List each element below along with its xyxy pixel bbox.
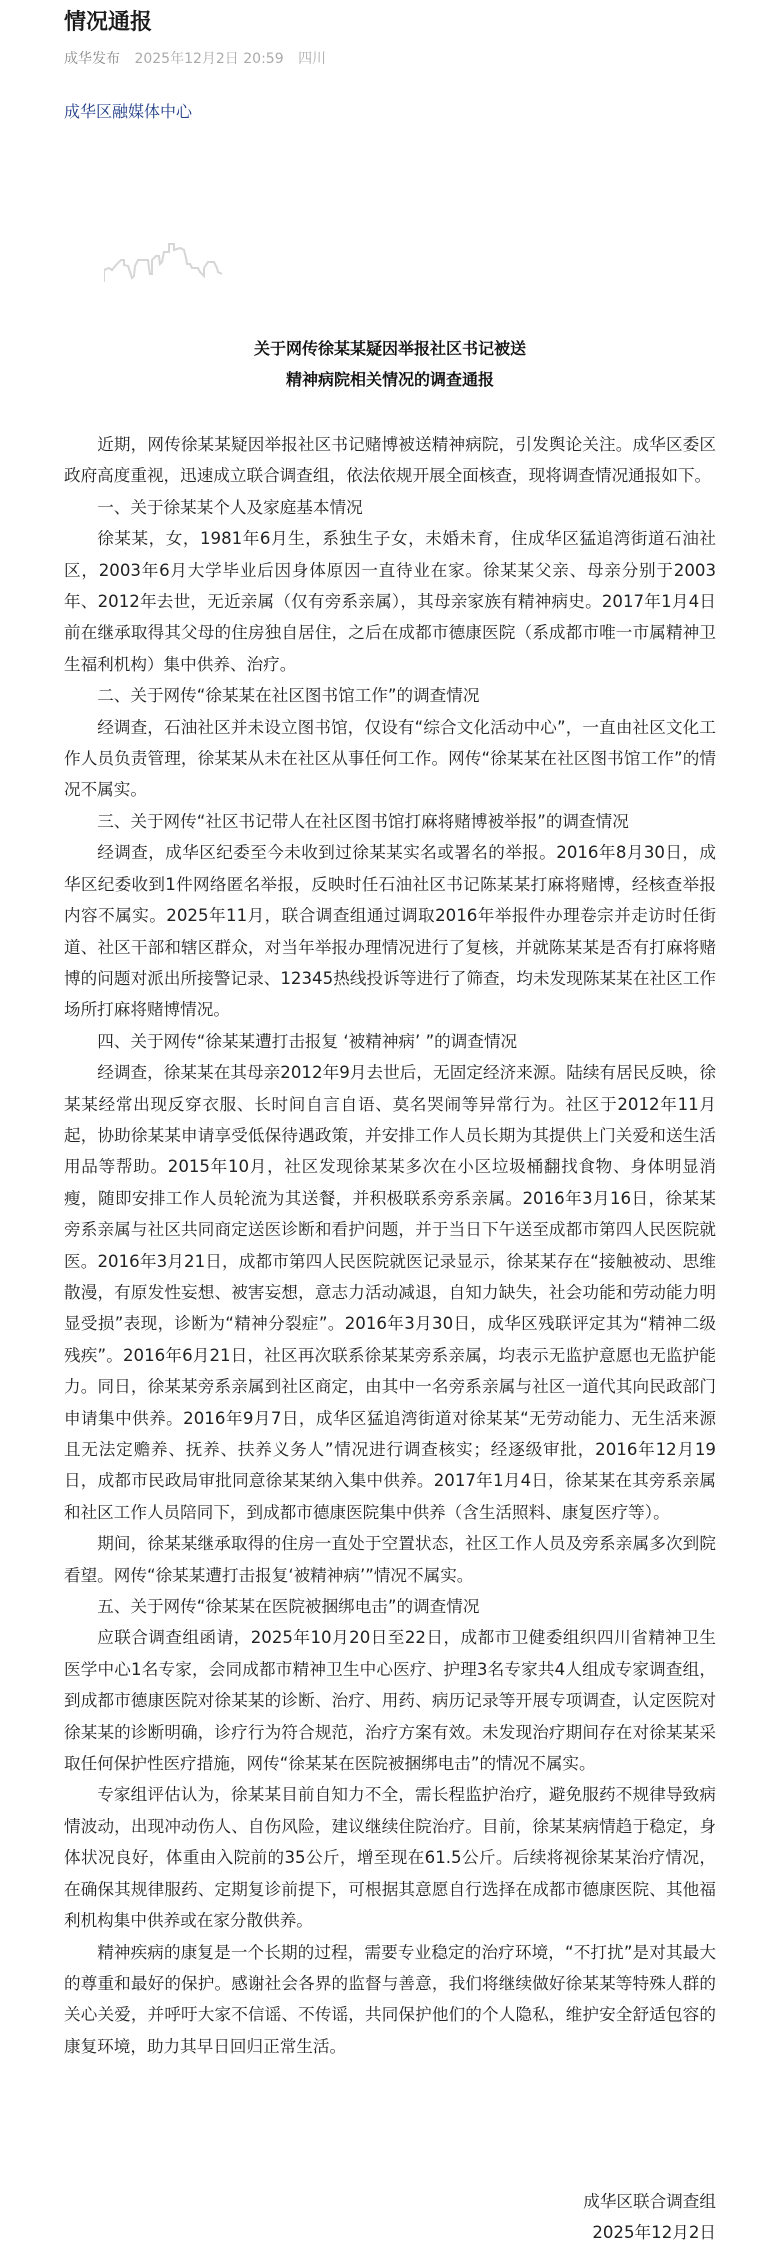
closing-paragraph: 精神疾病的康复是一个长期的过程，需要专业稳定的治疗环境，“不打扰”是对其最大的尊重和最好的保护。感谢社会各界的监督与善意，我们将继续做好徐某某等特殊人群的关心关爱，并呼吁大家不信谣、不传谣，共同保护他们的个人隐私，维护安全舒适包容的康复环境，助力其早日回归正常生活。: [64, 1942, 716, 2056]
sign-date: 2025年12月2日: [592, 2223, 716, 2243]
article-meta: [64, 49, 336, 69]
account-name-link[interactable]: 成华发布: [64, 51, 120, 67]
paragraph: 专家组评估认为，徐某某目前自知力不全，需长程监护治疗，避免服药不规律导致病情波动，出现冲动伤人、自伤风险，建议继续住院治疗。目前，徐某某病情趋于稳定，身体状况良好，体重由入院前的35公斤，增至现在61.5公斤。后续将视徐某某治疗情况，在确保其规律服药、定期复诊前提下，可根据其意愿自行选择在成都市德康医院、其他福利机构集中供养或在家分散供养。: [64, 1785, 716, 1931]
section-heading: 二、关于网传“徐某某在社区图书馆工作”的调查情况: [97, 686, 480, 706]
paragraph: 徐某某，女，1981年6月生，系独生子女，未婚未育，住成华区猛追湾街道石油社区，2003年6月大学毕业后因身体原因一直待业在家。徐某某父亲、母亲分别于2003年、2012年去世，无近亲属（仅有旁系亲属），其母亲家族有精神病史。2017年1月4日前在继承取得其父母的住房独自居住，之后在成都市德康医院（系成都市唯一市属精神卫生福利机构）集中供养、治疗。: [64, 529, 716, 674]
paragraph: 应联合调查组函请，2025年10月20日至22日，成都市卫健委组织四川省精神卫生医学中心1名专家，会同成都市精神卫生中心医疗、护理3名专家共4人组成专家调查组，到成都市德康医院对徐某某的诊断、治疗、用药、病历记录等开展专项调查，认定医院对徐某某的诊断明确，诊疗行为符合规范，治疗方案有效。未发现治疗期间存在对徐某某采取任何保护性医疗措施，网传“徐某某在医院被捆绑电击”的情况不属实。: [64, 1628, 716, 1774]
section-heading: 五、关于网传“徐某某在医院被捆绑电击”的调查情况: [97, 1597, 480, 1617]
article-body: [64, 429, 716, 2062]
signature-block: [583, 2186, 716, 2249]
section-heading: 三、关于网传“社区书记带人在社区图书馆打麻将赌博被举报”的调查情况: [97, 811, 629, 831]
section-heading: 一、关于徐某某个人及家庭基本情况: [97, 497, 363, 517]
heading-line: 精神病院相关情况的调查通报: [285, 370, 494, 389]
paragraph: 期间，徐某某继承取得的住房一直处于空置状态，社区工作人员及旁系亲属多次到院看望。网传“徐某某遭打击报复‘被精神病’”情况不属实。: [64, 1534, 716, 1585]
article-source: 成华区融媒体中心: [64, 102, 193, 121]
paragraph: 经调查，石油社区并未设立图书馆，仅设有“综合文化活动中心”，一直由社区文化工作人员负责管理，徐某某从未在社区从事任何工作。网传“徐某某在社区图书馆工作”的情况不属实。: [64, 717, 716, 800]
heading-line: 关于网传徐某某疑因举报社区书记被送: [253, 339, 526, 358]
city-skyline-icon: [104, 238, 284, 288]
paragraph: 经调查，徐某某在其母亲2012年9月去世后，无固定经济来源。陆续有居民反映，徐某某经常出现反穿衣服、长时间自言自语、莫名哭闹等异常行为。社区于2012年11月起，协助徐某某申请享受低保待遇政策，并安排工作人员长期为其提供上门关爱和送生活用品等帮助。2015年10月，社区发现徐某某多次在小区垃圾桶翻找食物、身体明显消瘦，随即安排工作人员轮流为其送餐，并积极联系旁系亲属。2016年3月16日，徐某某旁系亲属与社区共同商定送医诊断和看护问题，并于当日下午送至成都市第四人民医院就医。2016年3月21日，成都市第四人民医院就医记录显示，徐某某存在“接触被动、思维散漫，有原发性妄想、被害妄想，意志力活动减退，自知力缺失，社会功能和劳动能力明显受损”表现，诊断为“精神分裂症”。2016年3月30日，成华区残联评定其为“精神二级残疾”。2016年6月21日，社区再次联系徐某某旁系亲属，均表示无监护意愿也无监护能力。同日，徐某某旁系亲属到社区商定，由其中一名旁系亲属与社区一道代其向民政部门申请集中供养。2016年9月7日，成华区猛追湾街道对徐某某“无劳动能力、无生活来源且无法定赡养、抚养、扶养义务人”情况进行调查核实；经逐级审批，2016年12月19日，成都市民政局审批同意徐某某纳入集中供养。2017年1月4日，徐某某在其旁系亲属和社区工作人员陪同下，到成都市德康医院集中供养（含生活照料、康复医疗等）。: [64, 1063, 716, 1522]
signature: 成华区联合调查组: [583, 2192, 716, 2211]
section-heading: 四、关于网传“徐某某遭打击报复 ‘被精神病’ ”的调查情况: [97, 1031, 518, 1051]
paragraph: 经调查，成华区纪委至今未收到过徐某某实名或署名的举报。2016年8月30日，成华区纪委收到1件网络匿名举报，反映时任石油社区书记陈某某打麻将赌博，经核查举报内容不属实。2025年11月，联合调查组通过调取2016年举报件办理卷宗并走访时任街道、社区干部和辖区群众，对当年举报办理情况进行了复核，并就陈某某是否有打麻将赌博的问题对派出所接警记录、12345热线投诉等进行了筛查，均未发现陈某某在社区工作场所打麻将赌博情况。: [64, 843, 716, 1020]
publish-location: 四川: [298, 51, 327, 67]
publish-datetime: 2025年12月2日 20:59: [134, 51, 284, 67]
report-heading: [64, 333, 716, 395]
intro-paragraph: 近期，网传徐某某疑因举报社区书记赌博被送精神病院，引发舆论关注。成华区委区政府高度重视，迅速成立联合调查组，依法依规开展全面核查，现将调查情况通报如下。: [64, 435, 716, 486]
article-title: 情况通报: [64, 10, 153, 35]
